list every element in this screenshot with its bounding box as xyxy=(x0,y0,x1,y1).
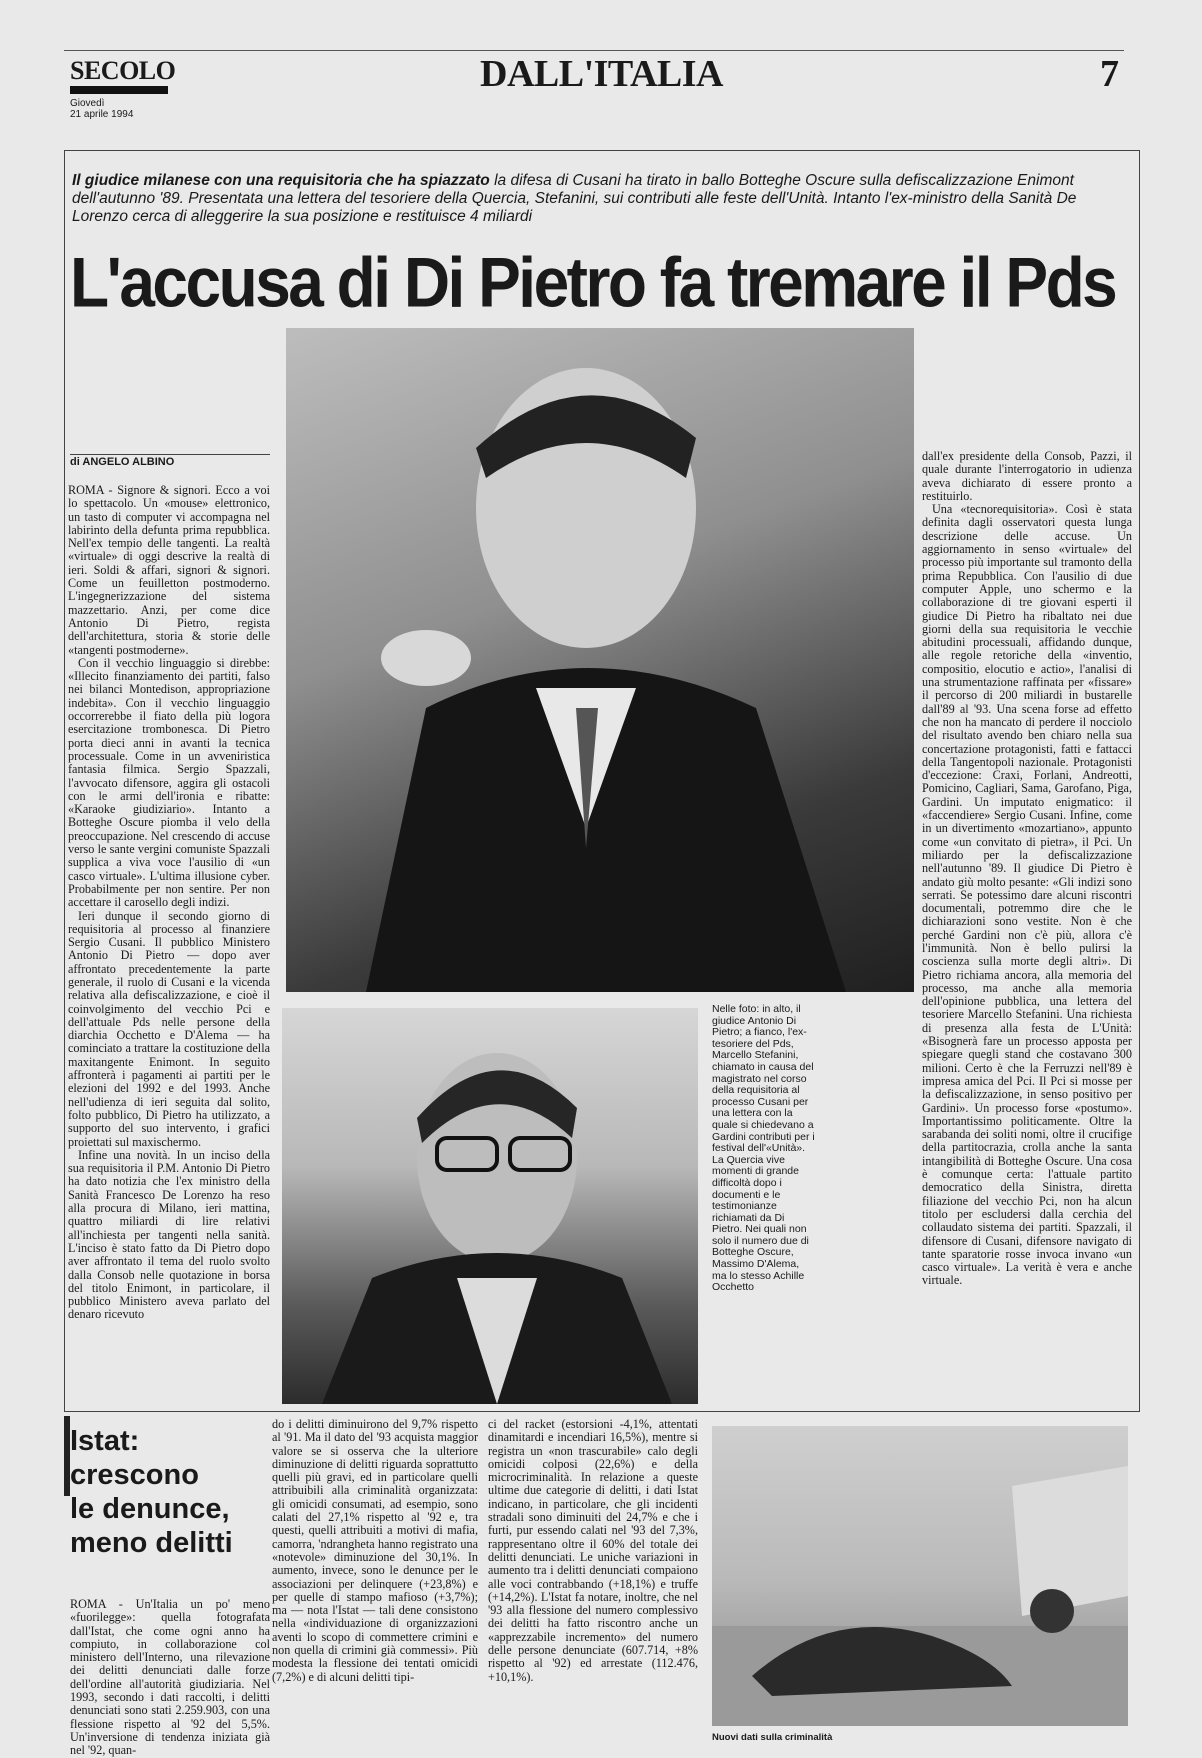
paragraph: ci del racket (estorsioni -4,1%, attentati dinamitardi e incendiari 16,5%), mentre si registra un «non trascurabile» calo degli omicidi colposi (22,6%) e della microcriminalità. In relazione a queste ultime due categorie di delitti, i dati Istat indicano, in particolare, che gli incidenti stradali sono diminuiti del 24,7% e che i furti, pur essendo calati nel '93 del 7,3%, rappresentano oltre il 60% del totale dei delitti denunciati. Le uniche variazioni in aumento tra i delitti denunciati compaiono alle voci contrabbando (+18,1%) e truffe (+14,2%). L'Istat fa notare, inoltre, che nel '93 alla flessione del numero complessivo dei delitti ha fatto riscontro anche un «apprezzabile incremento» del numero delle persone denunciate (607.714, +8% rispetto al '92) ed arrestate (112.476, +10,1%). xyxy=(488,1417,698,1684)
istat-column-3 xyxy=(488,1418,698,1748)
paragraph: ROMA - Signore & signori. Ecco a voi lo spettacolo. Un «mouse» elettronico, un tasto di computer vi accompagna nel labirinto della defunta prima repubblica. Nell'ex tempio delle tangenti. La realtà «virtuale» di oggi descrive la realtà di ieri. Soldi & affari, signori & signori. Come un feuilletton postmoderno. L'ingegnerizzazione del sistema mazzettario. Anzi, per come dice Antonio Di Pietro, regista dell'architettura, storia & storie delle «tangenti postmoderne». xyxy=(68,483,270,657)
masthead-rule xyxy=(64,50,1124,51)
day-label: Giovedì xyxy=(70,98,105,109)
paragraph: Infine una novità. In un inciso della sua requisitoria il P.M. Antonio Di Pietro ha dato notizia che l'ex ministro della Sanità Francesco De Lorenzo ha reso alla procura di Milano, ieri mattina, quattro miliardi di lire relativi all'inchiesta per tangenti nella sanità. L'inciso è stato fatto da Di Pietro dopo aver affrontato il tema del ruolo svolto dalla Consob nelle quotazione in borsa del titolo Enimont, in particolare, il pubblico Ministero aveva parlato del denaro ricevuto xyxy=(68,1147,270,1322)
istat-photo-caption: Nuovi dati sulla criminalità xyxy=(712,1732,833,1743)
logo-bar xyxy=(70,86,168,94)
istat-headline-line: Istat: xyxy=(70,1425,140,1457)
byline: di ANGELO ALBINO xyxy=(70,456,175,468)
kicker-text: la difesa di Cusani ha tirato in ballo Botteghe Oscure sulla defiscalizzazione Enimont dell'autunno '89. Presentata una lettera del tesoriere della Quercia, Stefanini, sui contributi alle feste dell'Unità. Intanto l'ex-ministro della Sanità De Lorenzo cerca di alleggerire la sua posizione e restituisce 4 miliardi xyxy=(72,172,1077,225)
paragraph: do i delitti diminuirono del 9,7% rispetto al '91. Ma il dato del '93 acquista maggior valore se si osserva che la ulteriore diminuzione di delitti riguarda soprattutto quelli più gravi, ed in particolare quelli attribuibili alla criminalità organizzata: gli omicidi consumati, ad esempio, sono calati del 27,1% rispetto al '92 e, tra questi, quelli attribuiti a motivi di mafia, camorra, 'ndrangheta hanno registrato una «notevole» diminuzione del 30,1%. In aumento, invece, sono le denunce per le associazioni per delinquere (+23,8%) e per quelle di stampo mafioso (+3,7%); ma — nota l'Istat — tali dene consistono nella «individuazione di organizzazioni aventi lo scopo di commettere crimini e non quella di crimini già commessi». Più modesta la flessione dei tentati omicidi (7,2%) e di alcuni delitti tipi- xyxy=(272,1417,478,1684)
article-column-right xyxy=(922,450,1132,1405)
istat-headline-line: le denunce, xyxy=(70,1493,230,1525)
paragraph: Una «tecnorequisitoria». Così è stata definita dagli osservatori questa lunga descrizione delle accuse. Un aggiornamento in senso «virtuale» del processo più importante sul tramonto della prima Repubblica. Con l'ausilio di due computer Apple, uno schermo e la collaborazione di tre giovani esperti il giudice Di Pietro ha ribaltato nei due giorni della sua requisitoria le vecchie abitudini processuali, affidando dunque, alle regole retoriche della «inventio, compositio, elocutio e actio», l'analisi di una strumentazione raffinata per «fissare» il percorso di 200 miliardi in bustarelle dall'89 al '93. Una scena forse ad effetto che non ha mancato di perdere il nocciolo del risultato avendo ben chiaro nella sua concertazione protagonisti, fatti e fattacci della Tangentopoli nazionale. Protagonisti d'eccezione: Craxi, Forlani, Andreotti, Pomicino, Cagliari, Sama, Garofano, Piga, Gardini. Un imputato enigmatico: il «faccendiere» Sergio Cusani. Infine, come in un divertimento «mozartiano», appunto come «un convitato di pietra», il Pci. Un miliardo per la defiscalizzazione nell'autunno '89. Il giudice Di Pietro è andato giù molto pesante: «Gli indizi sono serrati. Se potessimo dare alcuni riscontri documentali, potremmo dire che le dichiarazioni sono vestite. Non è che perché Gardini non c'è più, allora c'è l'immunità. Non è bello pulirsi la coscienza sulla morte degli altri». Di Pietro richiama ancora, alla memoria del processo, ma anche alla memoria dell'opinione pubblica, una lettera del tesoriere Marcello Stefanini. Una richiesta di presenza alla festa de L'Unità: «Bisognerà fare un processo apposta per spiegare quegli stand che costavano 300 milioni. Certo è che la Ferruzzi nell'89 è impresa amica del Pci. Il Pci si mosse per la defiscalizzazione, in senso positivo per Gardini». Un processo forse «postumo». Importantissimo politicamente. Oltre la sarabanda dei soliti nomi, oltre il crucifige della partitocrazia, crolla anche la santa intangibilità di Botteghe Oscure. Una cosa è comunque certa: l'attuale partito democratico della Sinistra, diretta filiazione del vecchio Pci, non ha alcun titolo per escludersi dalla cerchia del collaudato sistema dei partiti. Spazzali, il difensore di Cusani, difensore navigato di tante sparatorie rosse invoca invano «un casco virtuale». La verità è vera e anche virtuale. xyxy=(922,502,1132,1288)
date-label: 21 aprile 1994 xyxy=(70,109,134,120)
istat-headline xyxy=(70,1424,270,1560)
article-headline: L'accusa di Di Pietro fa tremare il Pds xyxy=(70,242,1116,323)
paragraph: Ieri dunque il secondo giorno di requisitoria al processo al finanziere Sergio Cusani. Il pubblico Ministero Antonio Di Pietro — dopo aver affrontato precedentemente la parte generale, il ruolo di Cusani e la vicenda relativa alla defiscalizzazione, e cioè il coinvolgimento del vecchio Pci e dell'attuale Pds nelle persone della diarchia Occhetto e D'Alema — ha cominciato a trattare la costituzione della maxitangente Enimont. In seguito affronterà i pagamenti ai partiti per le elezioni del 1992 e del 1993. Anche nell'udienza di ieri seguita dal solito, folto pubblico, Di Pietro ha utilizzato, a supporto del suo intervento, i grafici proiettati sul maxischermo. xyxy=(68,908,270,1149)
newspaper-logo: SECOLO xyxy=(70,56,176,85)
page-number: 7 xyxy=(1100,53,1119,95)
article-kicker xyxy=(72,172,1132,226)
photo-di-pietro xyxy=(286,328,914,992)
paragraph: ROMA - Un'Italia un po' meno «fuorilegge»: quella fotografata dall'Istat, che come ogni anno ha compiuto, in collaborazione col ministero dell'Interno, una rilevazione dei delitti denunciati dalle forze dell'ordine all'autorità giudiziaria. Nel 1993, secondo i dati raccolti, i delitti denunciati sono stati 2.259.903, con una flessione rispetto al '92 del 5,5%. Un'inversione di tendenza iniziata già nel '92, quan- xyxy=(70,1597,270,1758)
photo-stefanini xyxy=(282,1008,698,1404)
istat-headline-line: meno delitti xyxy=(70,1527,233,1559)
photo-crime-scene xyxy=(712,1426,1128,1726)
article-column-left xyxy=(68,484,270,1404)
istat-headline-line: crescono xyxy=(70,1459,199,1491)
dateline xyxy=(70,98,133,120)
photo-caption: Nelle foto: in alto, il giudice Antonio Di Pietro; a fianco, l'ex-tesoriere del Pds, Marcello Stefanini, chiamato in causa del magistrato nel corso della requisitoria al processo Cusani per una lettera con la quale si chiedevano a Gardini contributi per i festival dell'«Unità». La Quercia vive momenti di grande difficoltà dopo i documenti e le testimonianze richiamati da Di Pietro. Nei quali non solo il numero due di Botteghe Oscure, Massimo D'Alema, ma lo stesso Achille Occhetto xyxy=(712,1003,815,1294)
portrait-illustration xyxy=(282,1008,698,1404)
istat-column-2 xyxy=(272,1418,478,1748)
byline-rule xyxy=(70,454,270,455)
paragraph: dall'ex presidente della Consob, Pazzi, il quale durante l'interrogatorio in udienza aveva dichiarato di essere pronto a restituirlo. xyxy=(922,449,1132,503)
crime-scene-illustration xyxy=(712,1426,1128,1726)
section-title: DALL'ITALIA xyxy=(480,53,723,95)
kicker-bold: Il giudice milanese con una requisitoria che ha spiazzato xyxy=(72,172,490,189)
paragraph: Con il vecchio linguaggio si direbbe: «Illecito finanziamento dei partiti, falso nei bilanci Montedison, appropriazione indebita». Con il vecchio linguaggio occorrerebbe il fiato della più logora esercitazione trombonesca. Di Pietro porta dieci anni in avanti la tecnica processuale. Come in un avveniristica fantasia filmica. Sergio Spazzali, l'avvocato difensore, aggira gli ostacoli con le armi dell'ironia e ribatte: «Karaoke giudiziario». Intanto a Botteghe Oscure piomba il velo della preoccupazione. Nel crescendo di accuse verso le sante vergini comuniste Spazzali supplica a viva voce l'ausilio di «un casco virtuale». L'ultima illusione cyber. Probabilmente per non sentire. Per non accettare il carosello degli indizi. xyxy=(68,655,270,910)
portrait-illustration xyxy=(286,328,914,992)
istat-column-1 xyxy=(70,1597,270,1758)
